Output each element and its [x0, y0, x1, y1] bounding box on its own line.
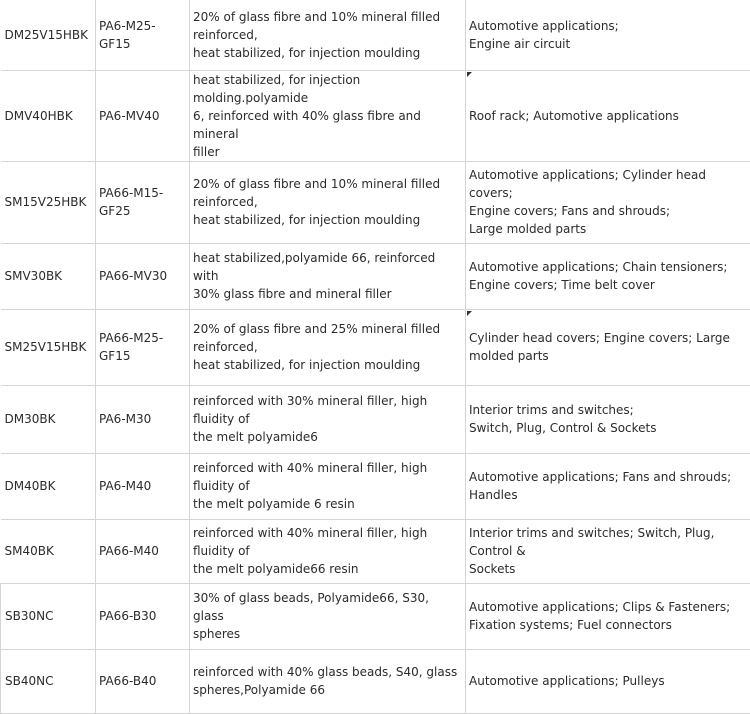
material-grade: PA66-MV30 [96, 243, 190, 309]
material-applications: Interior trims and switches; Switch, Plug, Control & Sockets [466, 385, 750, 453]
material-description: reinforced with 40% mineral filler, high fluidity of the melt polyamide 6 resin [190, 453, 466, 519]
table-row [1, 309, 750, 385]
table-row [1, 649, 750, 713]
material-code: SB40NC [1, 649, 96, 713]
material-code: SM15V25HBK [1, 161, 96, 243]
material-applications: Cylinder head covers; Engine covers; Large molded parts [466, 309, 750, 385]
material-grade: PA66-M25-GF15 [96, 309, 190, 385]
material-grade: PA6-M25-GF15 [96, 0, 190, 70]
material-code: SM25V15HBK [1, 309, 96, 385]
material-description: 20% of glass fibre and 10% mineral filled reinforced, heat stabilized, for injection moulding [190, 0, 466, 70]
table-row [1, 519, 750, 583]
material-description: reinforced with 30% mineral filler, high fluidity of the melt polyamide6 [190, 385, 466, 453]
material-grade: PA66-B30 [96, 583, 190, 649]
material-description: 30% of glass beads, Polyamide66, S30, glass spheres [190, 583, 466, 649]
table-row [1, 583, 750, 649]
material-code: SM40BK [1, 519, 96, 583]
material-code: DM25V15HBK [1, 0, 96, 70]
material-grade: PA66-M40 [96, 519, 190, 583]
material-applications: Automotive applications; Engine air circuit [466, 0, 750, 70]
material-description: heat stabilized, for injection molding.polyamide 6, reinforced with 40% glass fibre and mineral filler [190, 70, 466, 161]
material-code: SB30NC [1, 583, 96, 649]
material-description: reinforced with 40% mineral filler, high fluidity of the melt polyamide66 resin [190, 519, 466, 583]
material-code: DMV40HBK [1, 70, 96, 161]
material-description: 20% of glass fibre and 10% mineral filled reinforced, heat stabilized, for injection moulding [190, 161, 466, 243]
table-row [1, 161, 750, 243]
material-code: SMV30BK [1, 243, 96, 309]
material-applications: Automotive applications; Cylinder head covers; Engine covers; Fans and shrouds; Large molded parts [466, 161, 750, 243]
material-applications: Roof rack; Automotive applications [466, 70, 750, 161]
material-code: DM30BK [1, 385, 96, 453]
material-description: heat stabilized,polyamide 66, reinforced with 30% glass fibre and mineral filler [190, 243, 466, 309]
material-applications: Automotive applications; Pulleys [466, 649, 750, 713]
material-grade: PA6-MV40 [96, 70, 190, 161]
table-row [1, 70, 750, 161]
table-row [1, 243, 750, 309]
table-row [1, 453, 750, 519]
material-description: 20% of glass fibre and 25% mineral filled reinforced, heat stabilized, for injection moulding [190, 309, 466, 385]
material-applications: Automotive applications; Fans and shrouds; Handles [466, 453, 750, 519]
material-description: reinforced with 40% glass beads, S40, glass spheres,Polyamide 66 [190, 649, 466, 713]
material-applications: Interior trims and switches; Switch, Plug, Control & Sockets [466, 519, 750, 583]
material-grade: PA66-B40 [96, 649, 190, 713]
table-row [1, 385, 750, 453]
material-grade: PA6-M40 [96, 453, 190, 519]
material-code: DM40BK [1, 453, 96, 519]
material-grade: PA6-M30 [96, 385, 190, 453]
table-row [1, 0, 750, 70]
material-applications: Automotive applications; Chain tensioners; Engine covers; Time belt cover [466, 243, 750, 309]
material-applications: Automotive applications; Clips & Fasteners; Fixation systems; Fuel connectors [466, 583, 750, 649]
material-grade: PA66-M15-GF25 [96, 161, 190, 243]
